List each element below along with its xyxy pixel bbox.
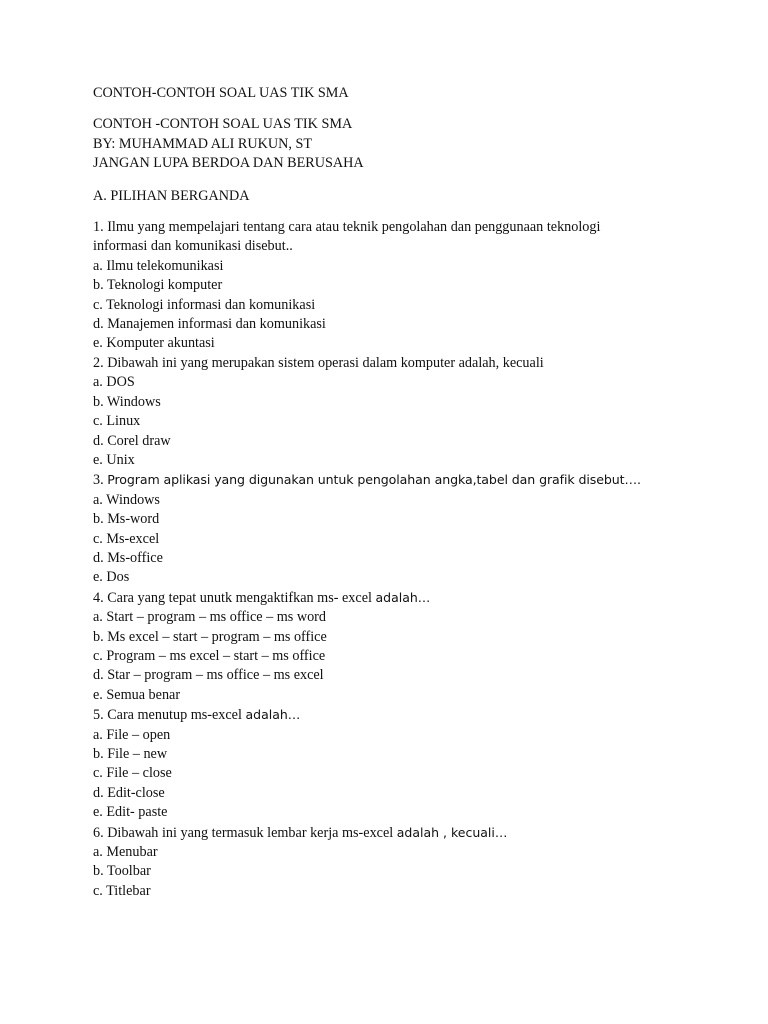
- option: c. Program – ms excel – start – ms office: [93, 647, 326, 664]
- option: c. File – close: [93, 765, 172, 782]
- document-title: CONTOH-CONTOH SOAL UAS TIK SMA: [93, 85, 349, 101]
- option: a. Menubar: [93, 844, 158, 861]
- option: d. Edit-close: [93, 784, 165, 801]
- option: d. Manajemen informasi dan komunikasi: [93, 316, 326, 333]
- question-number: 3.: [93, 472, 108, 489]
- option: e. Komputer akuntasi: [93, 335, 215, 352]
- document-header: [93, 115, 693, 173]
- option: b. Ms-word: [93, 511, 160, 528]
- option: d. Corel draw: [93, 432, 171, 449]
- document-page: [93, 84, 693, 901]
- section-heading: A. PILIHAN BERGANDA: [93, 187, 250, 204]
- option: e. Unix: [93, 451, 135, 468]
- option: e. Semua benar: [93, 686, 181, 703]
- option: b. Teknologi komputer: [93, 277, 223, 294]
- header-line: CONTOH -CONTOH SOAL UAS TIK SMA: [93, 116, 353, 133]
- option: d. Star – program – ms office – ms excel: [93, 667, 324, 684]
- question-2: [93, 354, 693, 470]
- question-1: [93, 218, 693, 354]
- option: c. Teknologi informasi dan komunikasi: [93, 296, 316, 313]
- question-5: [93, 705, 693, 822]
- question-text: 1. Ilmu yang mempelajari tentang cara atau teknik pengolahan dan penggunaan teknologi informasi dan komunikasi disebut..: [93, 219, 601, 255]
- option: b. Windows: [93, 393, 161, 410]
- option: a. DOS: [93, 374, 135, 391]
- question-main: 5. Cara menutup ms-excel: [93, 707, 246, 724]
- option: e. Dos: [93, 569, 130, 586]
- option: a. File – open: [93, 726, 171, 743]
- option: b. Ms excel – start – program – ms office: [93, 628, 327, 645]
- question-main: 4. Cara yang tepat unutk mengaktifkan ms- excel: [93, 589, 376, 606]
- option: c. Ms-excel: [93, 530, 160, 547]
- question-text: [93, 470, 693, 490]
- option: c. Linux: [93, 413, 141, 430]
- question-text: [93, 823, 693, 843]
- header-line: JANGAN LUPA BERDOA DAN BERUSAHA: [93, 155, 364, 172]
- question-text: [93, 705, 693, 725]
- question-text: [93, 588, 693, 608]
- option: a. Ilmu telekomunikasi: [93, 257, 224, 274]
- question-main: 6. Dibawah ini yang termasuk lembar kerja ms-excel: [93, 824, 397, 841]
- question-4: [93, 588, 693, 705]
- question-tail: adalah…: [245, 707, 301, 723]
- header-line: BY: MUHAMMAD ALI RUKUN, ST: [93, 135, 313, 152]
- option: a. Windows: [93, 491, 160, 508]
- option: d. Ms-office: [93, 549, 163, 566]
- question-body: Program aplikasi yang digunakan untuk pengolahan angka,tabel dan grafik disebut….: [107, 472, 641, 488]
- option: c. Titlebar: [93, 882, 151, 899]
- question-tail: adalah , kecuali…: [396, 824, 508, 840]
- question-3: [93, 470, 693, 587]
- question-tail: adalah…: [375, 589, 431, 605]
- question-text: 2. Dibawah ini yang merupakan sistem operasi dalam komputer adalah, kecuali: [93, 354, 544, 371]
- option: e. Edit- paste: [93, 804, 168, 821]
- option: b. File – new: [93, 746, 168, 762]
- question-6: [93, 823, 693, 902]
- option: b. Toolbar: [93, 863, 151, 880]
- option: a. Start – program – ms office – ms word: [93, 609, 326, 626]
